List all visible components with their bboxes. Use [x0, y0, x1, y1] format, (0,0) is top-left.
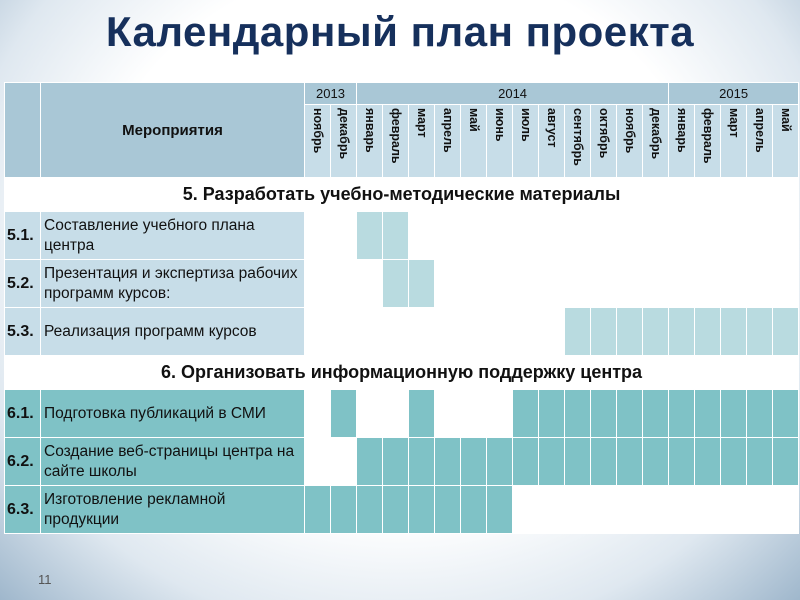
task-label: Составление учебного плана центра	[41, 212, 305, 260]
schedule-cell-active	[435, 438, 461, 486]
schedule-cell-empty	[669, 486, 695, 534]
month-label: сентябрь	[571, 108, 586, 166]
month-header-cell	[539, 105, 565, 178]
schedule-cell-empty	[669, 212, 695, 260]
section-row	[5, 178, 799, 212]
schedule-cell-empty	[357, 390, 383, 438]
section-title: 5. Разработать учебно-методические материалы	[5, 178, 799, 212]
month-header-cell	[695, 105, 721, 178]
schedule-cell-active	[409, 438, 435, 486]
schedule-cell-empty	[331, 308, 357, 356]
schedule-cell-active	[669, 438, 695, 486]
schedule-cell-active	[617, 390, 643, 438]
schedule-body	[5, 178, 799, 534]
schedule-cell-planned	[383, 212, 409, 260]
year-header-cell: 2015	[669, 83, 799, 105]
schedule-cell-empty	[721, 260, 747, 308]
schedule-cell-active	[487, 438, 513, 486]
year-header-cell: 2013	[305, 83, 357, 105]
month-label: декабрь	[337, 108, 351, 160]
task-row	[5, 260, 799, 308]
schedule-cell-empty	[721, 486, 747, 534]
month-label: май	[467, 108, 482, 132]
month-header-cell	[305, 105, 331, 178]
slide-number: 11	[38, 572, 52, 587]
schedule-cell-empty	[305, 308, 331, 356]
schedule-cell-active	[409, 486, 435, 534]
month-header-cell	[487, 105, 513, 178]
month-label: октябрь	[597, 108, 612, 159]
schedule-cell-empty	[669, 260, 695, 308]
schedule-cell-empty	[435, 260, 461, 308]
schedule-cell-active	[357, 486, 383, 534]
month-label: апрель	[753, 108, 768, 153]
month-label: август	[545, 108, 560, 148]
schedule-cell-empty	[695, 212, 721, 260]
schedule-cell-empty	[305, 260, 331, 308]
schedule-cell-empty	[435, 212, 461, 260]
year-header-cell: 2014	[357, 83, 669, 105]
month-header-cell	[669, 105, 695, 178]
schedule-cell-active	[643, 438, 669, 486]
schedule-cell-empty	[305, 212, 331, 260]
section-row	[5, 356, 799, 390]
schedule-cell-active	[669, 390, 695, 438]
schedule-cell-empty	[461, 308, 487, 356]
schedule-cell-active	[721, 438, 747, 486]
project-schedule-table	[4, 82, 799, 534]
task-row	[5, 486, 799, 534]
task-number: 5.2.	[5, 260, 41, 308]
schedule-cell-active	[591, 438, 617, 486]
schedule-cell-empty	[773, 260, 799, 308]
schedule-cell-active	[695, 390, 721, 438]
schedule-cell-active	[773, 438, 799, 486]
schedule-cell-active	[487, 486, 513, 534]
schedule-cell-empty	[357, 260, 383, 308]
schedule-cell-empty	[383, 390, 409, 438]
schedule-cell-planned	[409, 260, 435, 308]
schedule-cell-active	[461, 438, 487, 486]
schedule-cell-empty	[435, 390, 461, 438]
schedule-cell-active	[513, 390, 539, 438]
task-label: Реализация программ курсов	[41, 308, 305, 356]
schedule-cell-active	[513, 438, 539, 486]
schedule-cell-active	[539, 438, 565, 486]
schedule-cell-active	[565, 438, 591, 486]
month-label: февраль	[701, 108, 716, 164]
schedule-cell-active	[747, 390, 773, 438]
month-header-cell	[461, 105, 487, 178]
schedule-cell-empty	[331, 260, 357, 308]
month-label: март	[727, 108, 742, 138]
schedule-cell-empty	[565, 212, 591, 260]
schedule-cell-empty	[461, 260, 487, 308]
schedule-cell-active	[357, 438, 383, 486]
month-label: июнь	[493, 108, 508, 142]
month-label: март	[415, 108, 430, 138]
schedule-cell-empty	[331, 438, 357, 486]
schedule-cell-empty	[513, 212, 539, 260]
month-label: февраль	[389, 108, 404, 164]
schedule-cell-active	[539, 390, 565, 438]
schedule-cell-active	[773, 390, 799, 438]
task-label: Презентация и экспертиза рабочих программ курсов:	[41, 260, 305, 308]
task-number: 5.3.	[5, 308, 41, 356]
schedule-cell-empty	[721, 212, 747, 260]
schedule-cell-empty	[539, 260, 565, 308]
month-header-cell	[643, 105, 669, 178]
schedule-cell-empty	[461, 212, 487, 260]
schedule-cell-active	[565, 390, 591, 438]
schedule-cell-empty	[747, 486, 773, 534]
section-title: 6. Организовать информационную поддержку центра	[5, 356, 799, 390]
schedule-cell-empty	[617, 486, 643, 534]
schedule-cell-active	[695, 438, 721, 486]
month-header-cell	[383, 105, 409, 178]
schedule-cell-empty	[357, 308, 383, 356]
month-header-cell	[617, 105, 643, 178]
schedule-cell-planned	[357, 212, 383, 260]
schedule-cell-planned	[643, 308, 669, 356]
schedule-cell-empty	[747, 260, 773, 308]
schedule-cell-planned	[721, 308, 747, 356]
schedule-cell-empty	[305, 390, 331, 438]
month-header-cell	[747, 105, 773, 178]
schedule-cell-planned	[773, 308, 799, 356]
month-label: май	[779, 108, 794, 132]
schedule-cell-active	[383, 438, 409, 486]
schedule-cell-active	[383, 486, 409, 534]
month-header-cell	[331, 105, 357, 178]
schedule-cell-empty	[487, 212, 513, 260]
schedule-cell-empty	[513, 308, 539, 356]
schedule-cell-empty	[591, 212, 617, 260]
schedule-cell-empty	[643, 212, 669, 260]
task-row	[5, 308, 799, 356]
schedule-cell-planned	[565, 308, 591, 356]
schedule-cell-empty	[695, 486, 721, 534]
schedule-cell-active	[435, 486, 461, 534]
schedule-cell-active	[747, 438, 773, 486]
month-header-cell	[357, 105, 383, 178]
schedule-cell-active	[461, 486, 487, 534]
month-label: ноябрь	[623, 108, 638, 154]
month-label: декабрь	[649, 108, 664, 160]
task-row	[5, 390, 799, 438]
schedule-cell-planned	[669, 308, 695, 356]
schedule-cell-empty	[305, 438, 331, 486]
schedule-cell-active	[409, 390, 435, 438]
month-header-cell	[435, 105, 461, 178]
schedule-cell-empty	[591, 486, 617, 534]
schedule-cell-empty	[591, 260, 617, 308]
schedule-cell-empty	[461, 390, 487, 438]
task-number: 6.2.	[5, 438, 41, 486]
schedule-cell-empty	[617, 212, 643, 260]
month-header-cell	[721, 105, 747, 178]
month-label: январь	[675, 108, 690, 153]
schedule-cell-empty	[565, 486, 591, 534]
schedule-cell-empty	[331, 212, 357, 260]
activities-header: Мероприятия	[41, 83, 305, 178]
task-number: 5.1.	[5, 212, 41, 260]
schedule-cell-empty	[565, 260, 591, 308]
month-header-cell	[591, 105, 617, 178]
task-label: Создание веб-страницы центра на сайте школы	[41, 438, 305, 486]
schedule-cell-planned	[747, 308, 773, 356]
schedule-cell-active	[617, 438, 643, 486]
schedule-cell-empty	[539, 212, 565, 260]
month-header-cell	[773, 105, 799, 178]
month-header-cell	[513, 105, 539, 178]
schedule-cell-empty	[513, 260, 539, 308]
task-label: Подготовка публикаций в СМИ	[41, 390, 305, 438]
schedule-cell-empty	[513, 486, 539, 534]
schedule-cell-active	[305, 486, 331, 534]
schedule-cell-empty	[773, 212, 799, 260]
schedule-cell-empty	[487, 260, 513, 308]
month-label: апрель	[441, 108, 456, 153]
schedule-cell-empty	[617, 260, 643, 308]
schedule-cell-planned	[695, 308, 721, 356]
schedule-cell-empty	[487, 308, 513, 356]
schedule-cell-empty	[409, 308, 435, 356]
task-number: 6.1.	[5, 390, 41, 438]
schedule-cell-planned	[617, 308, 643, 356]
schedule-cell-empty	[435, 308, 461, 356]
month-header-cell	[409, 105, 435, 178]
schedule-cell-active	[643, 390, 669, 438]
schedule-cell-planned	[383, 260, 409, 308]
schedule-cell-empty	[409, 212, 435, 260]
schedule-cell-empty	[539, 308, 565, 356]
month-label: январь	[363, 108, 378, 153]
task-number: 6.3.	[5, 486, 41, 534]
schedule-cell-empty	[487, 390, 513, 438]
schedule-cell-empty	[383, 308, 409, 356]
task-row	[5, 438, 799, 486]
schedule-cell-planned	[591, 308, 617, 356]
slide-title: Календарный план проекта	[105, 8, 695, 55]
schedule-cell-empty	[539, 486, 565, 534]
task-label: Изготовление рекламной продукции	[41, 486, 305, 534]
task-row	[5, 212, 799, 260]
schedule-cell-empty	[747, 212, 773, 260]
schedule-cell-active	[721, 390, 747, 438]
schedule-cell-empty	[773, 486, 799, 534]
schedule-cell-empty	[643, 486, 669, 534]
schedule-cell-empty	[643, 260, 669, 308]
month-label: ноябрь	[311, 108, 325, 154]
year-header-row	[5, 83, 799, 105]
month-header-cell	[565, 105, 591, 178]
schedule-cell-active	[331, 486, 357, 534]
schedule-cell-empty	[695, 260, 721, 308]
schedule-cell-active	[591, 390, 617, 438]
schedule-cell-active	[331, 390, 357, 438]
header-blank-cell	[5, 83, 41, 178]
month-label: июль	[519, 108, 534, 142]
